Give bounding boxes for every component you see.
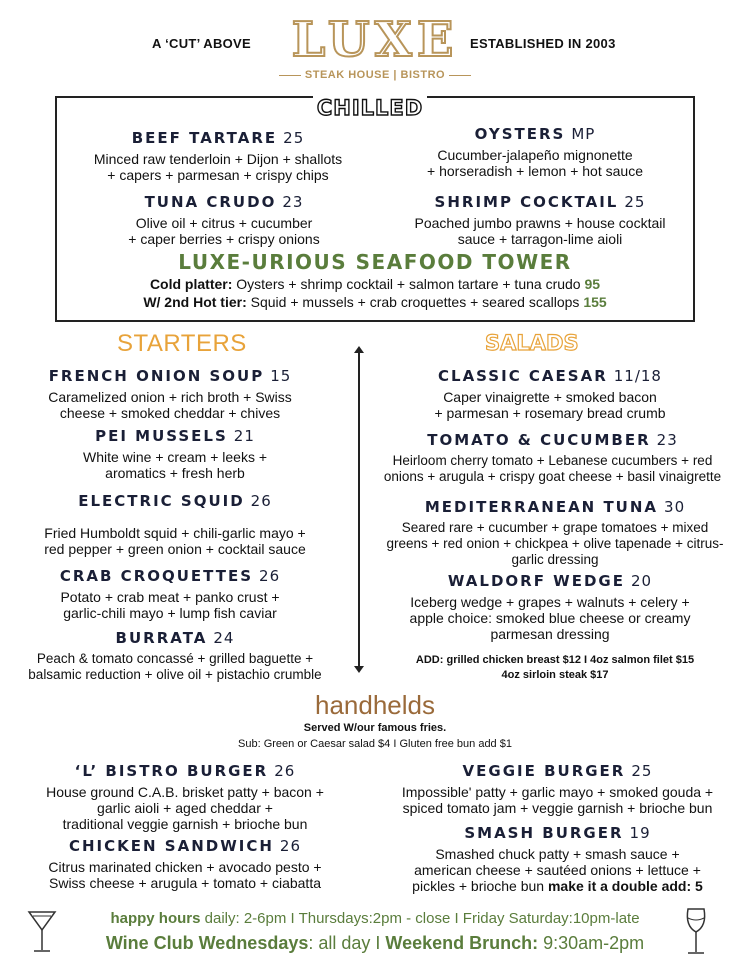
item-name: ELECTRIC SQUID [78,492,245,510]
item-name: ‘L’ BISTRO BURGER [74,762,269,780]
logo [275,12,475,68]
item-price: 26 [279,837,301,855]
item-name: CHICKEN SANDWICH [69,837,274,855]
item-price: 21 [233,427,255,445]
item-price: 26 [259,567,281,585]
salads-title-wrap [485,331,579,355]
menu-item-burrata [5,628,345,683]
item-name: OYSTERS [474,125,566,143]
seafood-tower-cold: Cold platter: Oysters + shrimp cocktail + salmon tartare + tuna crudo 95 [149,276,601,292]
menu-item-classic-caesar [400,366,700,421]
item-price: 26 [274,762,296,780]
menu-item-shrimp-cocktail [390,192,690,247]
header-left-tag: A ‘CUT’ ABOVE [152,36,252,51]
item-name: BEEF TARTARE [131,129,278,147]
item-desc: Cucumber-jalapeño mignonette + horseradish + lemon + hot sauce [427,147,643,179]
footer-happy-hours: happy hours daily: 2-6pm I Thursdays:2pm - close I Friday Saturday:10pm-late [110,910,640,927]
salads-title: SALADS [485,331,579,355]
column-divider [358,348,360,670]
item-name: FRENCH ONION SOUP [48,367,265,385]
menu-item-electric-squid [20,491,330,557]
item-desc: Caramelized onion + rich broth + Swiss cheese + smoked cheddar + chives [48,389,292,421]
item-desc: Heirloom cherry tomato + Lebanese cucumbers + red onions + arugula + crispy goat cheese + basil vinaigrette [383,453,722,484]
menu-item-waldorf-wedge [385,571,715,642]
menu-item-veggie-burger [385,761,730,816]
item-desc: Iceberg wedge + grapes + walnuts + celery + apple choice: smoked blue cheese or creamy parmesan dressing [409,594,691,642]
martini-glass-icon [27,908,57,960]
item-desc: Olive oil + citrus + cucumber + caper berries + crispy onions [128,215,320,247]
seafood-tower-title: LUXE-URIOUS SEAFOOD TOWER [178,250,572,274]
item-price: 23 [282,193,304,211]
item-desc: Impossible' patty + garlic mayo + smoked gouda + spiced tomato jam + veggie garnish + brioche bun [401,784,714,816]
item-price: 25 [624,193,646,211]
salad-add-ons-1: ADD: grilled chicken breast $12 I 4oz salmon filet $15 [415,654,695,666]
item-desc: Caper vinaigrette + smoked bacon + parmesan + rosemary bread crumb [434,389,666,421]
item-price: MP [571,125,596,143]
menu-item-smash-burger [385,823,730,894]
menu-item-beef-tartare [68,128,368,183]
logo-subtitle-text: STEAK HOUSE | BISTRO [304,69,446,81]
menu-item-tomato-cucumber [360,430,745,485]
handhelds-title: handhelds [315,690,435,720]
item-desc: Citrus marinated chicken + avocado pesto + Swiss cheese + arugula + tomato + ciabatta [48,859,322,891]
divider-arrow-bottom [354,666,364,673]
item-desc: Seared rare + cucumber + grape tomatoes + mixed greens + red onion + chickpea + olive tapenade + citrus- garlic dressing [386,520,724,567]
item-name: TOMATO & CUCUMBER [427,431,651,449]
menu-item-crab-croquettes [20,566,320,621]
item-desc: Minced raw tenderloin + Dijon + shallots + capers + parmesan + crispy chips [93,151,343,183]
item-price: 20 [630,572,653,590]
menu-item-mediterranean-tuna [370,497,740,568]
item-name: SHRIMP COCKTAIL [434,193,619,211]
chilled-title-wrap [305,96,435,120]
item-price: 25 [283,129,305,147]
item-price: 19 [629,824,651,842]
handhelds-served: Served W/our famous fries. [303,722,447,734]
item-desc: Potato + crab meat + panko crust + garlic-chili mayo + lump fish caviar [60,589,280,621]
item-price: 26 [250,492,272,510]
item-price: 30 [664,498,686,516]
header-right-tag: ESTABLISHED IN 2003 [470,36,616,51]
item-name: VEGGIE BURGER [462,762,626,780]
handhelds-sub: Sub: Green or Caesar salad $4 I Gluten free bun add $1 [238,738,512,750]
item-desc: Peach & tomato concassé + grilled baguette + balsamic reduction + olive oil + pistachio crumble [28,651,322,682]
item-name: MEDITERRANEAN TUNA [424,498,659,516]
menu-item-oysters [385,124,685,179]
item-price: 23 [656,431,678,449]
item-desc: Poached jumbo prawns + house cocktail sauce + tarragon-lime aioli [414,215,666,247]
item-name: CLASSIC CAESAR [438,367,608,385]
item-desc: Fried Humboldt squid + chili-garlic mayo + red pepper + green onion + cocktail sauce [44,525,306,557]
item-name: TUNA CRUDO [144,193,277,211]
item-price: 15 [270,367,292,385]
chilled-title: CHILLED [313,96,427,120]
item-desc: House ground C.A.B. brisket patty + bacon + garlic aioli + aged cheddar + traditional veggie garnish + brioche bun [46,784,324,832]
item-price: 24 [213,629,235,647]
seafood-tower-hot: W/ 2nd Hot tier: Squid + mussels + crab croquettes + seared scallops 155 [143,294,607,310]
item-name: BURRATA [115,629,208,647]
logo-subtitle [275,69,475,81]
item-name: PEI MUSSELS [95,427,228,445]
menu-item-chicken-sandwich [35,836,335,891]
starters-title: STARTERS [117,330,247,357]
salad-add-ons-2: 4oz sirloin steak $17 [501,669,609,681]
item-name: SMASH BURGER [464,824,624,842]
logo-text: LUXE [291,12,459,68]
item-desc: Smashed chuck patty + smash sauce + american cheese + sautéed onions + lettuce + pickles + brioche bun make it a double add: 5 [412,846,703,894]
divider-arrow-top [354,346,364,353]
item-price: 11/18 [613,367,662,385]
item-name: CRAB CROQUETTES [59,567,254,585]
item-price: 25 [631,762,653,780]
menu-item-bistro-burger [35,761,335,832]
item-desc: White wine + cream + leeks + aromatics + fresh herb [82,449,268,481]
menu-item-pei-mussels [25,426,325,481]
menu-item-tuna-crudo [74,192,374,247]
menu-item-french-onion-soup [20,366,320,421]
footer-wine-club: Wine Club Wednesdays: all day I Weekend Brunch: 9:30am-2pm [105,933,645,953]
item-name: WALDORF WEDGE [447,572,625,590]
